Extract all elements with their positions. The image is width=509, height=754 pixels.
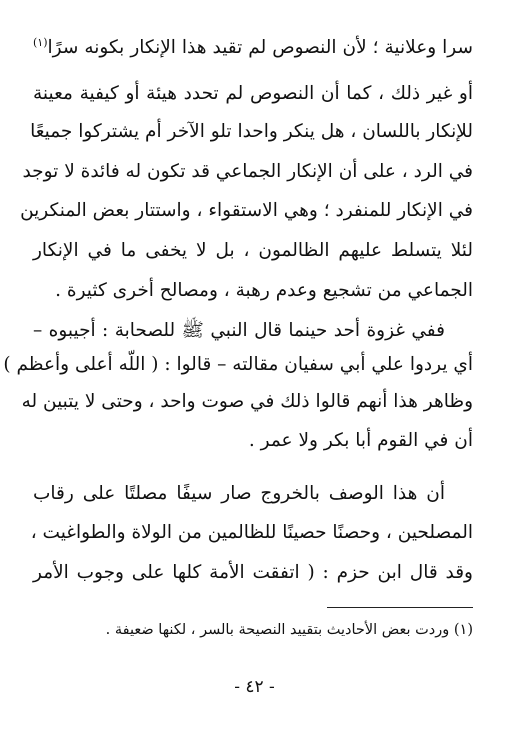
- body-line-8: ففي غزوة أحد حينما قال النبي ﷺ للصحابة : أجيبوه –: [33, 320, 445, 341]
- body-line-4: في الرد ، على أن الإنكار الجماعي قد تكون له فائدة لا توجد: [22, 161, 473, 182]
- body-line-2: أو غير ذلك ، كما أن النصوص لم تحدد هيئة أو كيفية معينة: [33, 83, 473, 104]
- footnote: (١) وردت بعض الأحاديث بتقييد النصيحة بالسر ، لكنها ضعيفة .: [105, 622, 473, 638]
- body-line-10: وظاهر هذا أنهم قالوا ذلك في صوت واحد ، وحتى لا يتبين له: [21, 391, 473, 412]
- body-line-3: للإنكار باللسان ، هل ينكر واحدا تلو الآخر أم يشتركوا جميعًا: [30, 121, 473, 142]
- body-line-7: الجماعي من تشجيع وعدم رهبة ، ومصالح أخرى كثيرة .: [55, 280, 473, 301]
- body-line-9: أي يردوا علي أبي سفيان مقالته – قالوا : ( اللّه أعلى وأعظم ): [3, 354, 473, 375]
- body-line-13: المصلحين ، وحصنًا حصينًا للظالمين من الولاة والطواغيت ،: [30, 522, 473, 543]
- line-1-text: سرا وعلانية ؛ لأن النصوص لم تقيد هذا الإنكار بكونه سرًا: [47, 37, 473, 58]
- body-line-12: أن هذا الوصف بالخروج صار سيفًا مصلتًا على رقاب: [33, 483, 445, 504]
- body-line-11: أن في القوم أبا بكر ولا عمر .: [248, 430, 473, 451]
- body-line-5: في الإنكار للمنفرد ؛ وهي الاستقواء ، واستتار بعض المنكرين: [20, 200, 473, 221]
- footnote-marker: (١): [33, 35, 48, 49]
- page-number: - ٤٢ -: [234, 677, 275, 697]
- footnote-separator: [327, 607, 473, 608]
- body-line-1: [33, 36, 473, 60]
- body-line-14: وقد قال ابن حزم : ( اتفقت الأمة كلها على وجوب الأمر: [33, 562, 473, 583]
- body-line-6: لئلا يتسلط عليهم الظالمون ، بل لا يخفى ما في الإنكار: [33, 240, 473, 261]
